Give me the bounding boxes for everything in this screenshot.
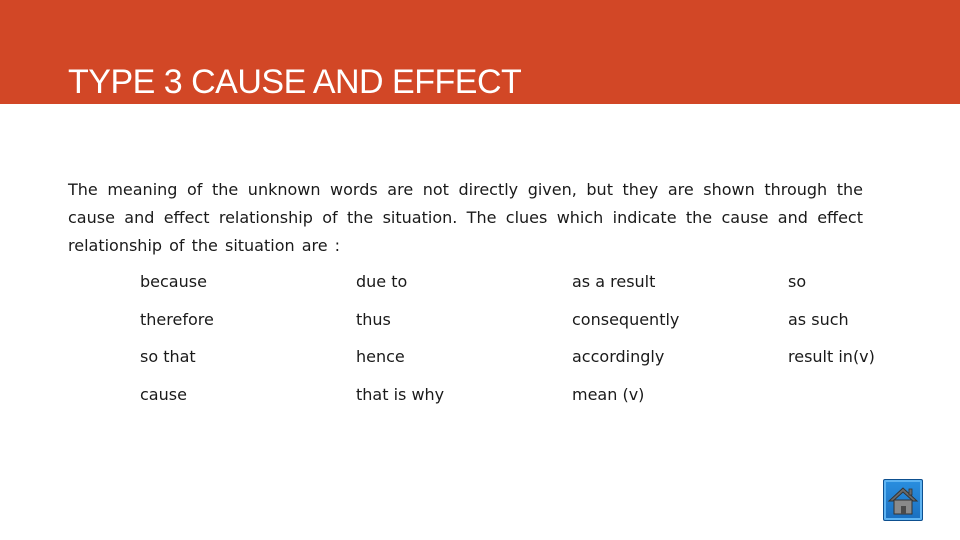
clue-word: consequently: [572, 309, 680, 329]
clue-word: hence: [356, 347, 405, 366]
clue-word: mean (v): [572, 384, 645, 404]
clue-word: cause: [140, 384, 187, 404]
clue-word: because: [140, 272, 207, 291]
slide-title: TYPE 3 CAUSE AND EFFECT: [68, 63, 522, 101]
clue-word: due to: [356, 272, 408, 291]
clue-word: so that: [140, 347, 196, 366]
clue-word: accordingly: [572, 347, 665, 366]
intro-paragraph: The meaning of the unknown words are not directly given, but they are shown through the cause and effect relationship of the situation. The clues which indicate the cause and effect relationship of the situation are :: [68, 180, 863, 255]
clue-word: result in(v): [788, 347, 875, 366]
home-button[interactable]: [883, 479, 923, 521]
clue-word: that is why: [356, 384, 445, 404]
clue-word-empty: [788, 383, 900, 421]
clue-word: thus: [356, 309, 391, 329]
clue-word: as such: [788, 309, 849, 329]
clue-word: therefore: [140, 309, 214, 329]
clue-word-grid: [140, 270, 900, 420]
clue-word: as a result: [572, 272, 656, 291]
clue-word: so: [788, 272, 807, 291]
